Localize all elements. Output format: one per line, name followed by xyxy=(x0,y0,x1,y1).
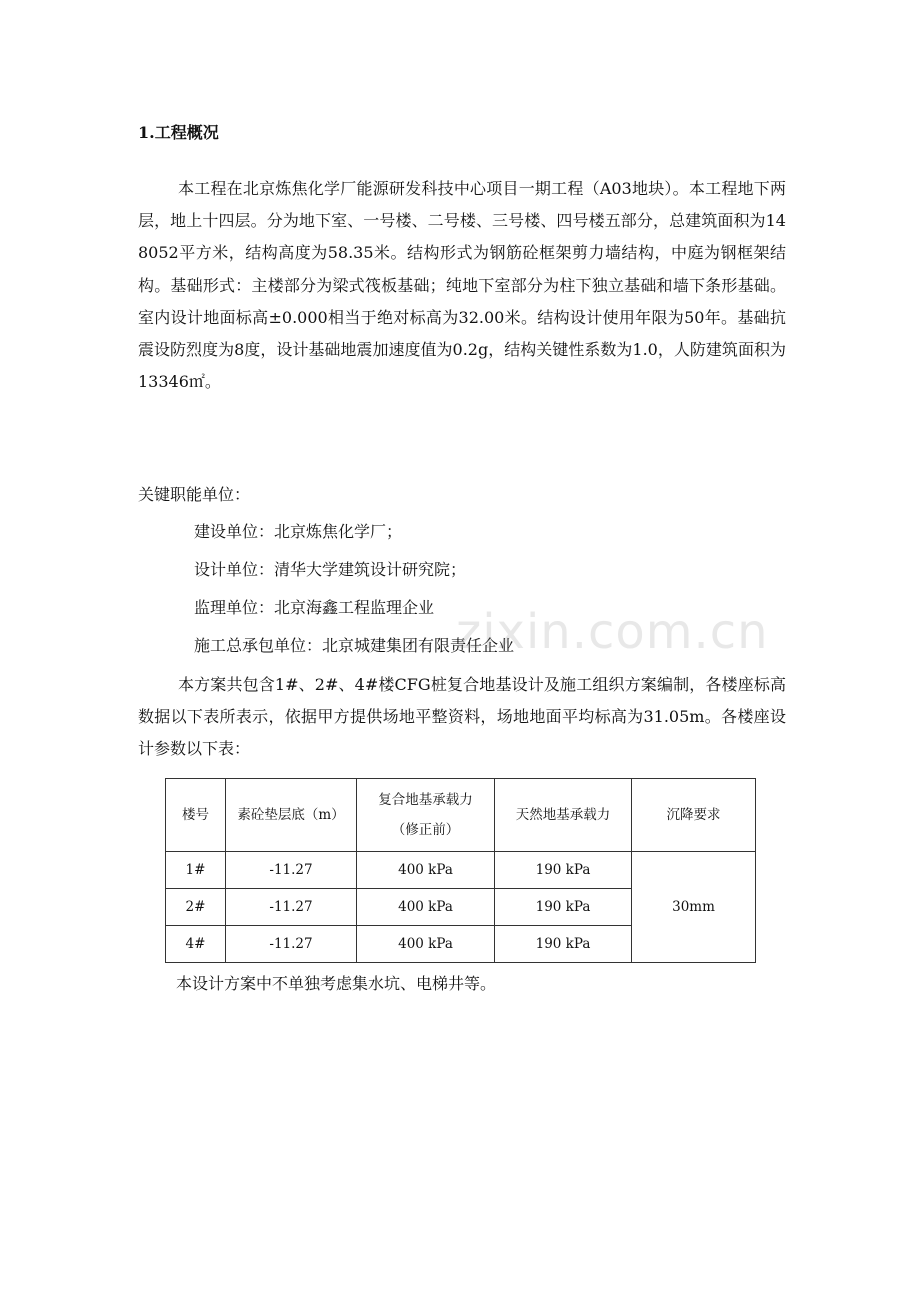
header-composite-line2: （修正前） xyxy=(391,822,460,838)
cell-cushion: -11.27 xyxy=(226,926,357,963)
table-header-row xyxy=(166,779,756,852)
header-composite-capacity xyxy=(357,779,495,852)
cell-composite: 400 kPa xyxy=(357,852,495,889)
overview-paragraph: 本工程在北京炼焦化学厂能源研发科技中心项目一期工程（A03地块）。本工程地下两层，地上十四层。分为地下室、一号楼、二号楼、三号楼、四号楼五部分，总建筑面积为148052平方米，结构高度为58.35米。结构形式为钢筋砼框架剪力墙结构，中庭为钢框架结构。基础形式：主楼部分为梁式筏板基础；纯地下室部分为柱下独立基础和墙下条形基础。室内设计地面标高±0.000相当于绝对标高为32.00米。结构设计使用年限为50年。基础抗震设防烈度为8度，设计基础地震加速度值为0.2g，结构关键性系数为1.0，人防建筑面积为13346㎡。 xyxy=(138,179,786,392)
cell-settlement: 30mm xyxy=(632,852,756,963)
cell-building: 1# xyxy=(166,852,226,889)
unit-line-owner: 建设单位：北京炼焦化学厂； xyxy=(194,522,403,541)
cell-building: 2# xyxy=(166,889,226,926)
cell-building: 4# xyxy=(166,926,226,963)
header-building: 楼号 xyxy=(166,779,226,852)
cell-cushion: -11.27 xyxy=(226,852,357,889)
units-title: 关键职能单位： xyxy=(138,485,251,504)
header-settlement: 沉降要求 xyxy=(632,779,756,852)
scope-paragraph: 本方案共包含1#、2#、4#楼CFG桩复合地基设计及施工组织方案编制，各楼座标高数据以下表所表示，依据甲方提供场地平整资料，场地地面平均标高为31.05m。各楼座设计参数以下表： xyxy=(138,675,786,759)
cell-natural: 190 kPa xyxy=(495,852,632,889)
design-parameters-table xyxy=(165,778,756,963)
header-natural-capacity: 天然地基承载力 xyxy=(495,779,632,852)
cell-composite: 400 kPa xyxy=(357,926,495,963)
table-row xyxy=(166,852,756,889)
unit-line-designer: 设计单位：清华大学建筑设计研究院； xyxy=(194,560,467,579)
header-composite-line1: 复合地基承载力 xyxy=(378,792,473,808)
header-cushion-elevation: 素砼垫层底（m） xyxy=(226,779,357,852)
closing-note: 本设计方案中不单独考虑集水坑、电梯井等。 xyxy=(176,974,497,993)
watermark: zixin.com.cn xyxy=(456,604,769,660)
cell-natural: 190 kPa xyxy=(495,889,632,926)
section-heading: 1.工程概况 xyxy=(138,123,219,142)
cell-composite: 400 kPa xyxy=(357,889,495,926)
cell-cushion: -11.27 xyxy=(226,889,357,926)
unit-line-supervisor: 监理单位：北京海鑫工程监理企业 xyxy=(194,598,435,617)
unit-line-contractor: 施工总承包单位：北京城建集团有限责任企业 xyxy=(194,636,515,655)
cell-natural: 190 kPa xyxy=(495,926,632,963)
